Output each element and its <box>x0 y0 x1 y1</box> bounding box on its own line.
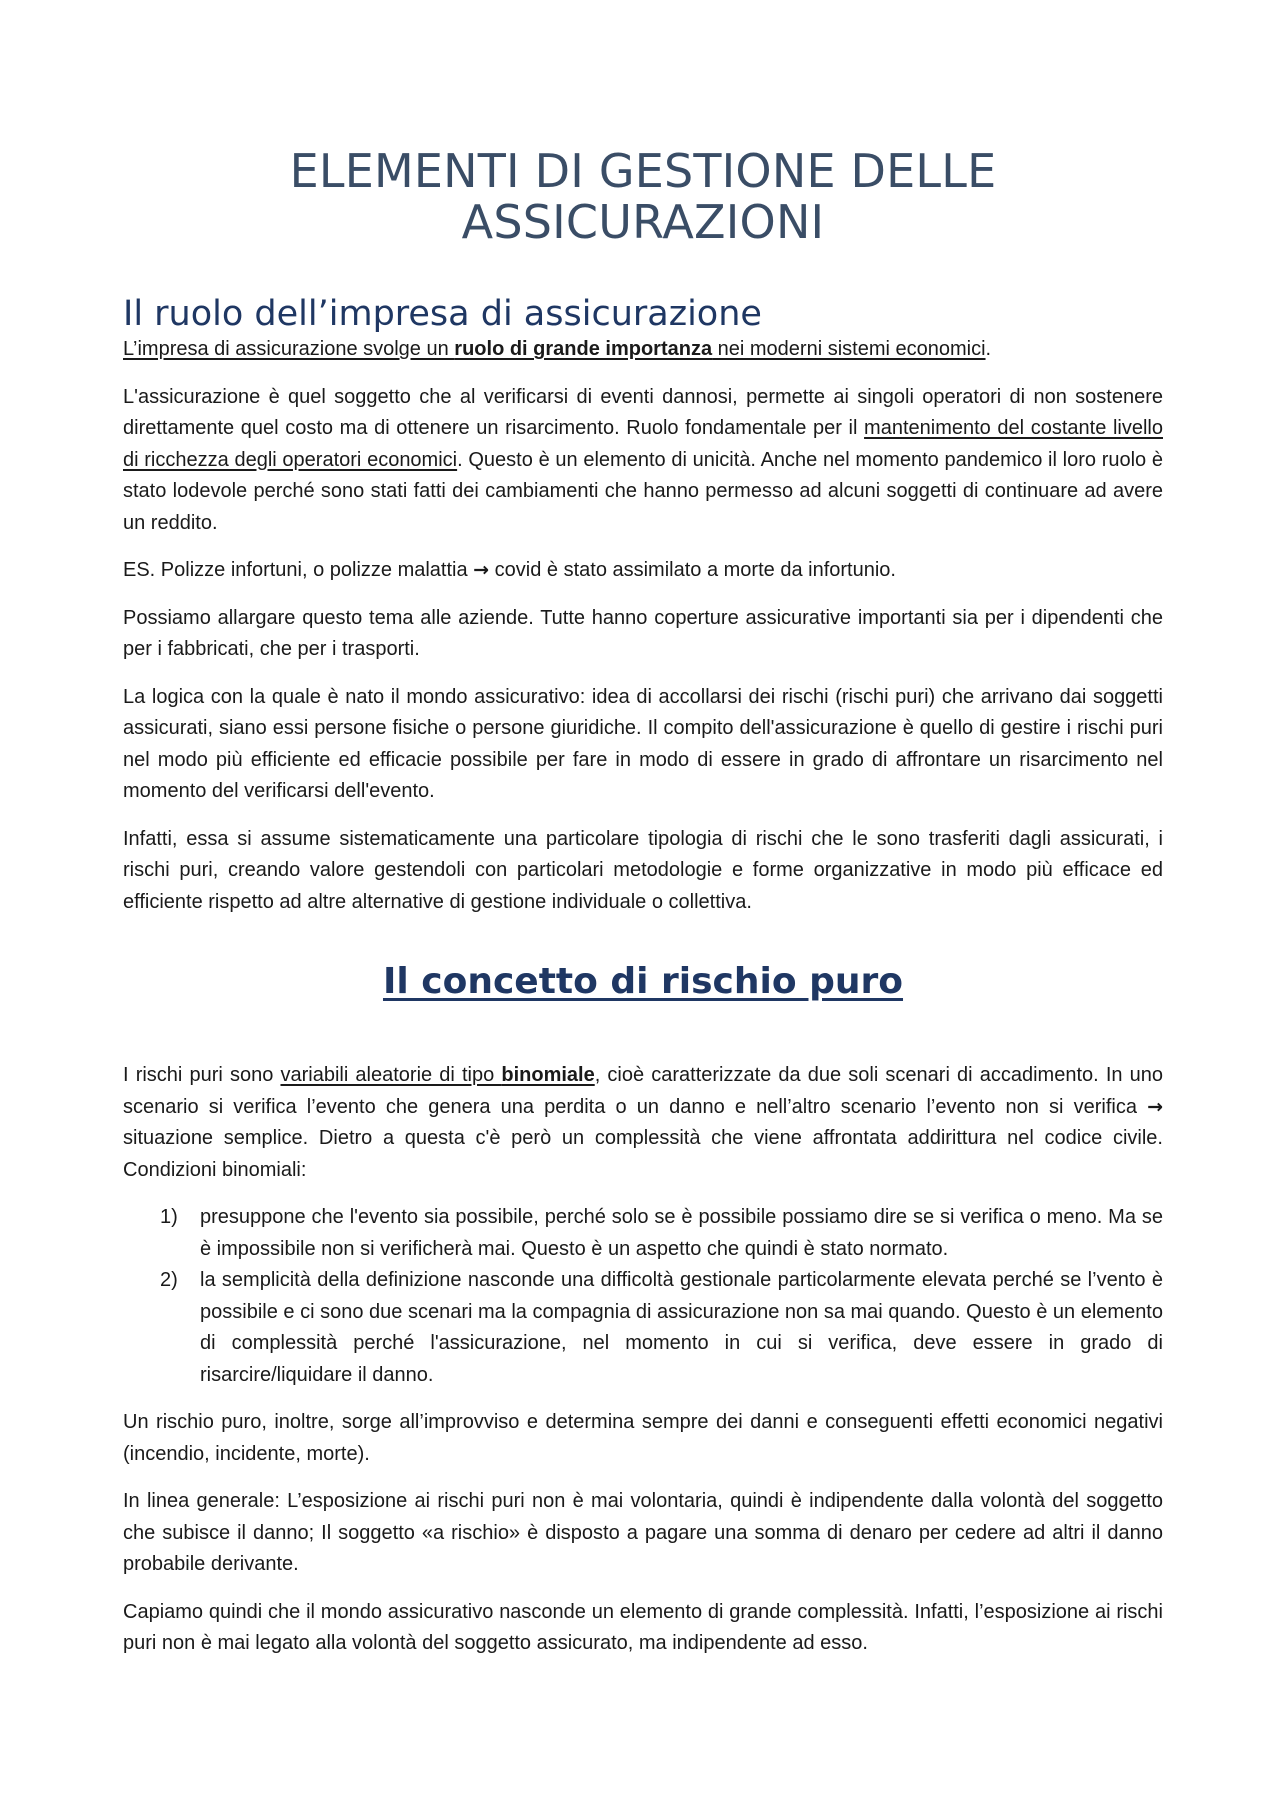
paragraph-linea-generale: In linea generale: L’esposizione ai rischi puri non è mai volontaria, quindi è indipendente dalla volontà del soggetto che subisce il danno; Il soggetto «a rischio» è disposto a pagare una somma di denaro per cedere ad altri il danno probabile derivante. <box>123 1490 1163 1575</box>
list-item-text: la semplicità della definizione nasconde una difficoltà gestionale particolarmente elevata perché se l’vento è possibile e ci sono due scenari ma la compagnia di assicurazione non sa mai quando. Questo è un elemento di complessità perché l'assicurazione, nel momento in cui si verifica, deve essere in grado di risarcire/liquidare il danno. <box>200 1269 1163 1386</box>
document-title-line-1: ELEMENTI DI GESTIONE DELLE <box>289 144 997 198</box>
paragraph-intro <box>123 334 1163 366</box>
bold-term: binomiale <box>501 1064 595 1086</box>
paragraph-text: situazione semplice. Dietro a questa c'è però un complessità che viene affrontata addirittura nel codice civile. Condizioni binomiali: <box>123 1127 1163 1181</box>
paragraph-text: L'assicurazione è quel soggetto che al verificarsi di eventi dannosi, permette ai singoli operatori di non sostenere direttamente quel costo ma di ottenere un risarcimento. Ruolo fondamentale per il <box>123 385 1163 439</box>
paragraph-infatti: Infatti, essa si assume sistematicamente una particolare tipologia di rischi che le sono trasferiti dagli assicurati, i rischi puri, creando valore gestendoli con particolari metodologie e forme organizzative in modo più efficace ed efficiente rispetto ad altre alternative di gestione individuale o collettiva. <box>123 827 1163 913</box>
paragraph-text: covid è stato assimilato a morte da infortunio. <box>489 559 896 581</box>
intro-text-c: nei moderni sistemi economici <box>712 338 986 360</box>
intro-bold: ruolo di grande importanza <box>454 338 713 360</box>
section-heading-rischio-puro: Il concetto di rischio puro <box>382 961 904 1002</box>
document-title-line-2: ASSICURAZIONI <box>461 195 825 249</box>
condizioni-list <box>123 1202 1163 1391</box>
list-item-number: 1) <box>160 1206 178 1228</box>
underlined-phrase <box>280 1064 594 1086</box>
document-title <box>123 146 1163 248</box>
paragraph-rischi-puri <box>123 1060 1163 1186</box>
paragraph-esempio <box>123 555 1163 587</box>
paragraph-logica: La logica con la quale è nato il mondo assicurativo: idea di accollarsi dei rischi (rischi puri) che arrivano dai soggetti assicurati, siano essi persone fisiche o persone giuridiche. Il compito dell'assicurazione è quello di gestire i rischi puri nel modo più efficiente ed efficacie possibile per fare in modo di essere in grado di affrontare un risarcimento nel momento del verificarsi dell'evento. <box>123 685 1163 802</box>
list-item <box>123 1202 1163 1265</box>
paragraph-aziende: Possiamo allargare questo tema alle aziende. Tutte hanno coperture assicurative importanti sia per i dipendenti che per i fabbricati, che per i trasporti. <box>123 606 1163 660</box>
paragraph-improvviso: Un rischio puro, inoltre, sorge all’improvviso e determina sempre dei danni e conseguenti effetti economici negativi (incendio, incidente, morte). <box>123 1411 1163 1465</box>
list-item-number: 2) <box>160 1269 178 1291</box>
paragraph-text: . Questo è un elemento di unicità. Anche nel momento pandemico il loro ruolo è stato lodevole perché sono stati fatti dei cambiamenti che hanno permesso ad alcuni soggetti di continuare ad avere un reddito. <box>123 448 1163 534</box>
intro-period: . <box>985 338 992 360</box>
list-item <box>123 1265 1163 1391</box>
paragraph-text: I rischi puri sono <box>123 1064 281 1086</box>
intro-text-a: L’impresa di assicurazione svolge un <box>123 338 455 360</box>
section-heading-ruolo-impresa: Il ruolo dell’impresa di assicurazione <box>123 294 762 334</box>
paragraph-assicurazione <box>123 382 1163 540</box>
paragraph-text: , cioè caratterizzate da due soli scenari di accadimento. In uno scenario si verifica l’evento che genera una perdita o un danno e nell’altro scenario l’evento non si verifica <box>123 1064 1164 1118</box>
paragraph-capiamo: Capiamo quindi che il mondo assicurativo nasconde un elemento di grande complessità. Infatti, l’esposizione ai rischi puri non è mai legato alla volontà del soggetto assicurato, ma indipendente ad esso. <box>123 1600 1163 1654</box>
underlined-text: variabili aleatorie di tipo <box>280 1064 502 1086</box>
intro-underlined <box>123 338 986 360</box>
list-item-text: presuppone che l'evento sia possibile, perché solo se è possibile possiamo dire se si verifica o meno. Ma se è impossibile non si verificherà mai. Questo è un aspetto che quindi è stato normato. <box>200 1206 1163 1260</box>
underlined-phrase: mantenimento del costante livello di ricchezza degli operatori economici <box>123 417 1163 471</box>
arrow-right-icon: → <box>473 559 490 581</box>
paragraph-text: ES. Polizze infortuni, o polizze malattia <box>123 559 474 581</box>
arrow-right-icon: → <box>1147 1095 1163 1118</box>
document-body <box>123 146 1163 1676</box>
